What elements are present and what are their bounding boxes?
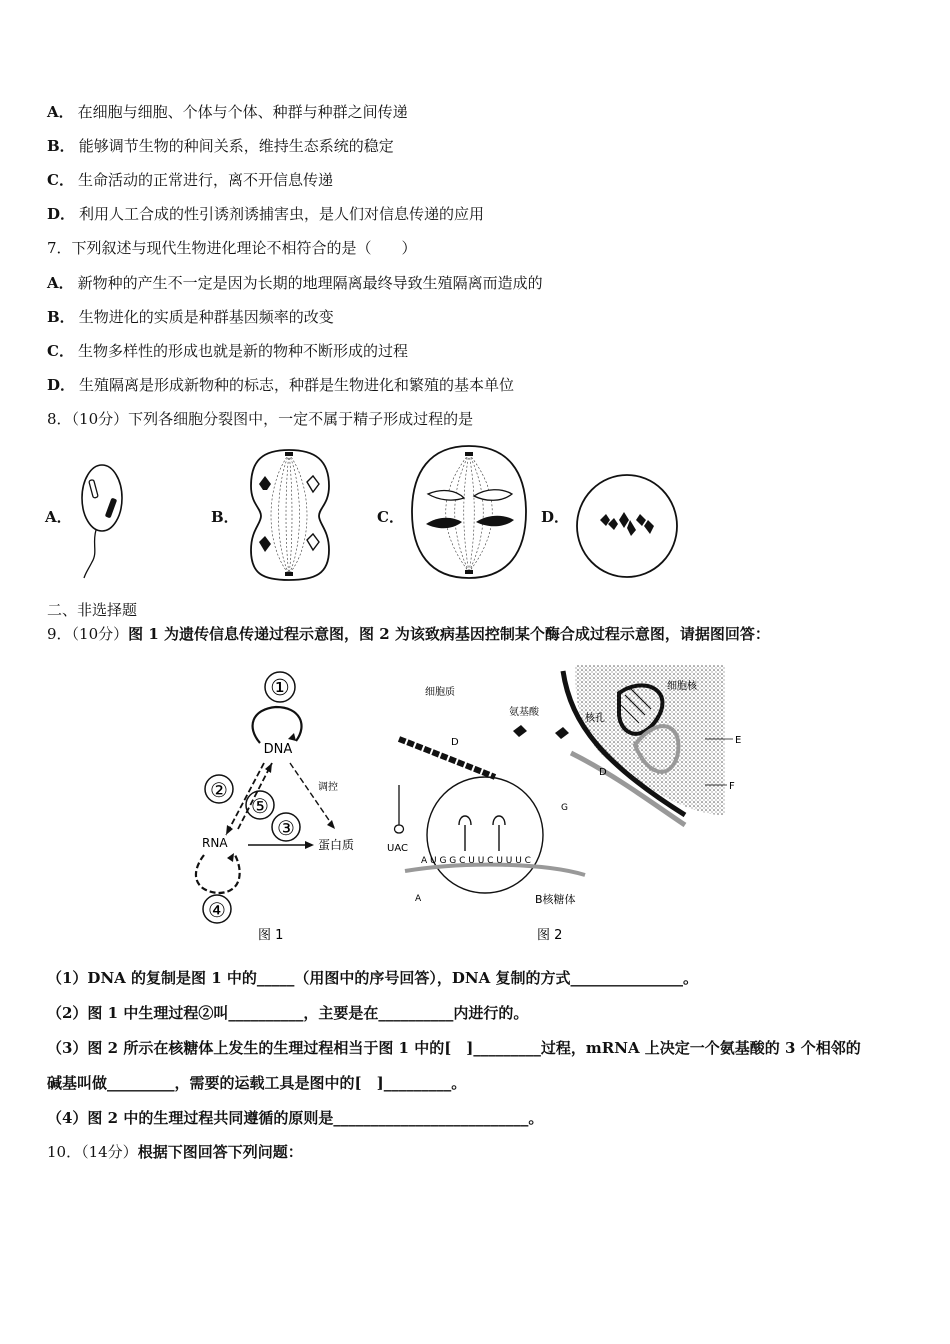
q6-option-b	[47, 136, 394, 156]
fig1-protein: 蛋白质	[318, 838, 355, 852]
q10-stem	[47, 1142, 303, 1162]
cell-figure-b	[245, 446, 335, 584]
q7-option-a	[47, 273, 543, 293]
q9-sub3b: 碱基叫做_________，需要的运载工具是图中的[ ]_________。	[47, 1074, 467, 1092]
option-label: C．	[47, 342, 74, 360]
question-number: 10．	[47, 1143, 82, 1161]
option-text: 生物多样性的形成也就是新的物种不断形成的过程	[77, 342, 408, 360]
fig1-dna: DNA	[263, 742, 293, 757]
question-number: 7．	[47, 239, 72, 257]
fig-label-a: A．	[45, 508, 72, 526]
option-text: 生物进化的实质是种群基因频率的改变	[78, 308, 334, 326]
fig2-label-d-right: D	[599, 767, 607, 778]
question-number: 9．	[47, 625, 72, 643]
q9-sub2: （2）图 1 中生理过程②叫__________，主要是在__________内进行的。	[47, 1004, 529, 1022]
option-label: A．	[47, 274, 74, 292]
option-label: C．	[47, 171, 74, 189]
question-score: （10分）	[71, 625, 129, 643]
section-title: 二、非选择题	[47, 601, 138, 619]
q7-stem	[47, 238, 417, 258]
q8-stem	[47, 409, 473, 429]
fig-label-c: C．	[377, 508, 404, 526]
question-stem: 图 1 为遗传信息传递过程示意图，图 2 为该致病基因控制某个酶合成过程示意图，请据图回答：	[128, 625, 770, 643]
q6-option-d	[47, 204, 484, 224]
fig2-amino-acid: 氨基酸	[509, 707, 539, 718]
fig2-label-a: A	[415, 894, 422, 904]
figure-2-translation	[385, 665, 745, 945]
option-label: B．	[47, 308, 75, 326]
option-text: 新物种的产生不一定是因为长期的地理隔离最终导致生殖隔离而造成的	[77, 274, 543, 292]
option-text: 在细胞与细胞、个体与个体、种群与种群之间传递	[77, 103, 408, 121]
fig1-caption: 图 1	[258, 928, 284, 943]
fig1-control: 调控	[318, 782, 338, 793]
question-score: （10分）	[71, 410, 129, 428]
cell-figure-c	[408, 442, 530, 582]
fig2-label-f: F	[729, 781, 735, 792]
option-text: 生殖隔离是形成新物种的标志，种群是生物进化和繁殖的基本单位	[79, 376, 515, 394]
fig2-label-e: E	[735, 735, 742, 746]
fig2-label-d-left: D	[451, 737, 459, 748]
option-text: 生命活动的正常进行，离不开信息传递	[77, 171, 333, 189]
figure-1-gene-flow	[190, 665, 380, 945]
fig2-label-g: G	[561, 803, 568, 813]
q6-option-a	[47, 102, 408, 122]
cell-figure-a	[78, 460, 148, 580]
q6-option-c	[47, 170, 333, 190]
option-label: B．	[47, 137, 75, 155]
option-label: D．	[47, 205, 76, 223]
option-text: 能够调节生物的种间关系，维持生态系统的稳定	[78, 137, 394, 155]
question-stem: 下列各细胞分裂图中，一定不属于精子形成过程的是	[128, 410, 474, 428]
fig-label-d: D．	[541, 508, 570, 526]
question-stem: 下列叙述与现代生物进化理论不相符合的是（ ）	[71, 239, 417, 257]
fig2-caption: 图 2	[537, 928, 563, 943]
question-stem: 根据下图回答下列问题：	[137, 1143, 303, 1161]
q9-stem	[47, 624, 770, 644]
option-text: 利用人工合成的性引诱剂诱捕害虫，是人们对信息传递的应用	[79, 205, 485, 223]
question-number: 8．	[47, 410, 72, 428]
fig1-rna: RNA	[202, 836, 228, 850]
q9-sub3a: （3）图 2 所示在核糖体上发生的生理过程相当于图 1 中的[ ]_________过程，mRNA 上决定一个氨基酸的 3 个相邻的	[47, 1039, 861, 1057]
cell-figure-d	[574, 472, 680, 580]
fig2-pore: 核孔	[585, 713, 605, 724]
q9-sub4: （4）图 2 中的生理过程共同遵循的原则是__________________________。	[47, 1109, 544, 1127]
fig1-label-5: ⑤	[251, 794, 269, 818]
q9-sub1: （1）DNA 的复制是图 1 中的_____（用图中的序号回答），DNA 复制的方式_______________。	[47, 969, 698, 987]
option-label: D．	[47, 376, 76, 394]
question-score: （14分）	[81, 1143, 138, 1161]
fig2-sequence: A U G G C U U C U U U C	[421, 856, 531, 866]
q7-option-d	[47, 375, 514, 395]
fig1-label-4: ④	[208, 898, 226, 922]
fig2-cytoplasm: 细胞质	[425, 687, 455, 698]
q7-option-b	[47, 307, 334, 327]
fig1-label-3: ③	[277, 816, 295, 840]
fig1-label-1: ①	[270, 676, 290, 701]
fig1-label-2: ②	[210, 778, 228, 802]
fig2-ribosome: B核糖体	[535, 893, 576, 906]
option-label: A．	[47, 103, 74, 121]
fig-label-b: B．	[211, 508, 239, 526]
fig2-uac: UAC	[387, 843, 408, 854]
q7-option-c	[47, 341, 408, 361]
fig2-nucleus: 细胞核	[667, 681, 697, 692]
